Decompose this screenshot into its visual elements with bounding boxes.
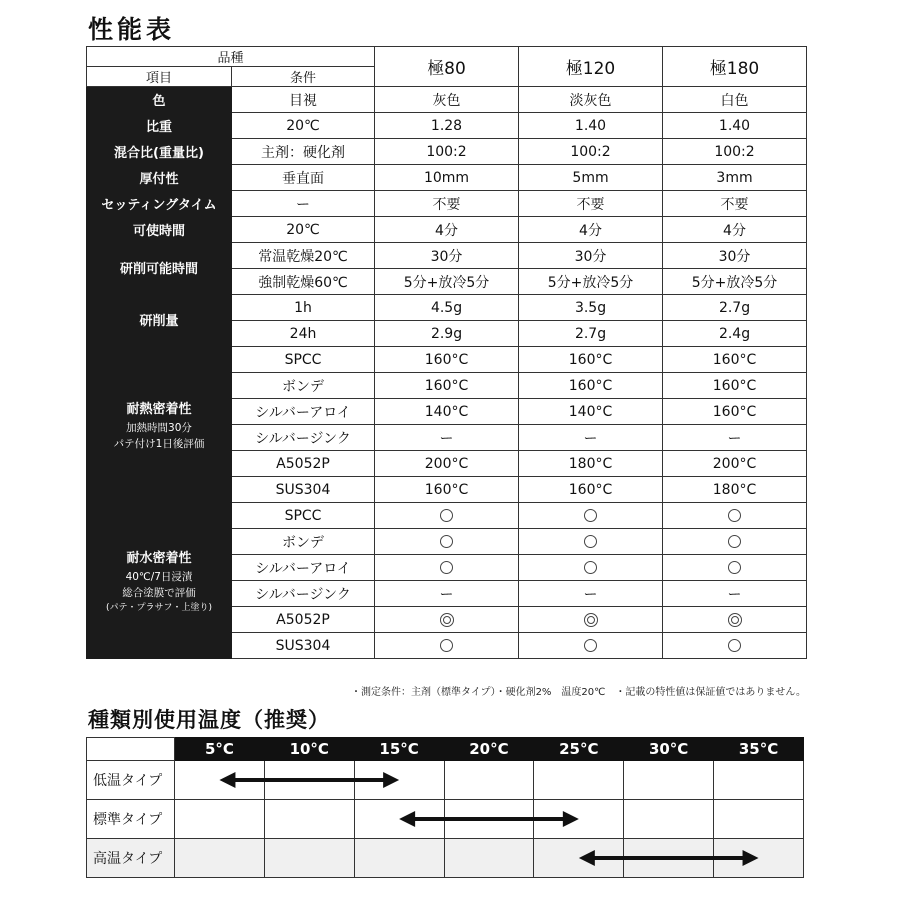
row-condition: ボンデ [232, 373, 375, 399]
group-title: 研削可能時間 [119, 261, 198, 277]
temp-header-cell: 5°C [175, 738, 265, 761]
row-value [519, 503, 663, 529]
header-hinshu: 品種 [87, 47, 375, 67]
row-value [375, 529, 519, 555]
row-value: 不要 [663, 191, 807, 217]
row-value: ー [519, 581, 663, 607]
row-condition: 20℃ [232, 113, 375, 139]
table-row [87, 139, 807, 165]
row-condition: ボンデ [232, 529, 375, 555]
temp-cell [714, 761, 804, 800]
row-value: 30分 [519, 243, 663, 269]
group-title: 耐水密着性 [126, 550, 192, 566]
temp-header-cell: 35°C [714, 738, 804, 761]
table-row [87, 217, 807, 243]
row-value: 不要 [375, 191, 519, 217]
row-item-label: 混合比(重量比) [87, 139, 232, 165]
row-value: ー [375, 581, 519, 607]
group-note: 総合塗膜で評価 [122, 586, 196, 599]
temp-cell [534, 761, 624, 800]
row-value [519, 529, 663, 555]
row-value [663, 633, 807, 659]
row-condition: A5052P [232, 607, 375, 633]
row-value: 不要 [519, 191, 663, 217]
row-value: 5分+放冷5分 [375, 269, 519, 295]
header-product-1: 極80 [375, 47, 519, 87]
row-value: 4.5g [375, 295, 519, 321]
row-value: 160°C [375, 347, 519, 373]
header-product-2: 極120 [519, 47, 663, 87]
row-item-label: 厚付性 [87, 165, 232, 191]
circle-mark-icon [728, 639, 741, 652]
row-value: 160°C [663, 373, 807, 399]
circle-mark-icon [440, 509, 453, 522]
row-value [519, 555, 663, 581]
row-value: 4分 [519, 217, 663, 243]
row-condition: SPCC [232, 347, 375, 373]
temp-row-label: 低温タイプ [87, 761, 175, 800]
row-value: 10mm [375, 165, 519, 191]
row-value: 180°C [519, 451, 663, 477]
double-circle-mark-icon [440, 613, 454, 627]
row-value: 3.5g [519, 295, 663, 321]
temp-cell [264, 839, 354, 878]
temp-cell [354, 839, 444, 878]
row-condition: SUS304 [232, 633, 375, 659]
temp-section-title: 種類別使用温度（推奨） [88, 708, 330, 732]
temp-cell [624, 839, 714, 878]
row-value: 2.7g [663, 295, 807, 321]
circle-mark-icon [584, 561, 597, 574]
row-value: ー [663, 581, 807, 607]
row-value: 160°C [519, 477, 663, 503]
row-condition: 目視 [232, 87, 375, 113]
circle-mark-icon [584, 509, 597, 522]
temp-cell [714, 800, 804, 839]
temp-cell [175, 839, 265, 878]
performance-table [86, 46, 807, 659]
temp-cell [175, 800, 265, 839]
double-circle-mark-icon [584, 613, 598, 627]
circle-mark-icon [584, 639, 597, 652]
row-value: 1.28 [375, 113, 519, 139]
row-value: 5分+放冷5分 [519, 269, 663, 295]
row-value: ー [663, 425, 807, 451]
row-value: 160°C [519, 373, 663, 399]
group-item-label [87, 295, 232, 347]
table-row [87, 347, 807, 373]
row-value: 180°C [663, 477, 807, 503]
circle-mark-icon [728, 561, 741, 574]
row-value: 200°C [663, 451, 807, 477]
row-condition: 主剤：硬化剤 [232, 139, 375, 165]
table-row [87, 113, 807, 139]
row-value: 淡灰色 [519, 87, 663, 113]
temp-row [87, 800, 804, 839]
row-item-label: 色 [87, 87, 232, 113]
group-note: 加熱時間30分 [126, 421, 192, 434]
group-title: 耐熱密着性 [126, 401, 192, 417]
group-note: 40℃/7日浸漬 [125, 570, 193, 583]
temp-row-label: 標準タイプ [87, 800, 175, 839]
row-value: 5分+放冷5分 [663, 269, 807, 295]
temp-cell [534, 839, 624, 878]
row-value: 100:2 [375, 139, 519, 165]
row-value: 160°C [375, 477, 519, 503]
temp-cell [264, 800, 354, 839]
row-condition: 強制乾燥60℃ [232, 269, 375, 295]
row-value: 3mm [663, 165, 807, 191]
row-condition: 1h [232, 295, 375, 321]
temp-row [87, 839, 804, 878]
page-title: 性能表 [88, 15, 176, 44]
group-item-label [87, 243, 232, 295]
row-value: 5mm [519, 165, 663, 191]
temp-cell [354, 761, 444, 800]
header-product-3: 極180 [663, 47, 807, 87]
group-item-label [87, 503, 232, 659]
table-row [87, 165, 807, 191]
temp-header-cell: 25°C [534, 738, 624, 761]
temp-cell [624, 761, 714, 800]
header-item: 項目 [87, 67, 232, 87]
row-value: 2.7g [519, 321, 663, 347]
temp-cell [444, 839, 534, 878]
row-condition: シルバーアロイ [232, 399, 375, 425]
table-row [87, 295, 807, 321]
temp-cell [624, 800, 714, 839]
header-condition: 条件 [232, 67, 375, 87]
temp-cell [264, 761, 354, 800]
row-value [375, 503, 519, 529]
row-value: 30分 [663, 243, 807, 269]
row-value: 140°C [519, 399, 663, 425]
circle-mark-icon [440, 535, 453, 548]
row-condition: 24h [232, 321, 375, 347]
row-value [375, 607, 519, 633]
temp-header-cell: 10°C [264, 738, 354, 761]
temperature-table [86, 737, 804, 878]
footnote: ・測定条件：主剤（標準タイプ）・硬化剤2% 温度20℃ ・記載の特性値は保証値ではありません。 [350, 687, 806, 698]
row-value: 2.9g [375, 321, 519, 347]
row-item-label: 比重 [87, 113, 232, 139]
temp-head-blank [87, 738, 175, 761]
temp-header-cell: 30°C [624, 738, 714, 761]
row-condition: SPCC [232, 503, 375, 529]
row-value [663, 555, 807, 581]
circle-mark-icon [728, 535, 741, 548]
group-title: 研削量 [139, 313, 179, 329]
double-circle-mark-icon [728, 613, 742, 627]
row-value [375, 633, 519, 659]
temp-row-label: 高温タイプ [87, 839, 175, 878]
row-value: 140°C [375, 399, 519, 425]
temp-header-cell: 15°C [354, 738, 444, 761]
group-item-label [87, 347, 232, 503]
row-value [519, 633, 663, 659]
row-value: ー [375, 425, 519, 451]
row-condition: ー [232, 191, 375, 217]
row-condition: A5052P [232, 451, 375, 477]
row-value: 160°C [375, 373, 519, 399]
temp-cell [534, 800, 624, 839]
row-value: 2.4g [663, 321, 807, 347]
row-condition: シルバージンク [232, 581, 375, 607]
table-row [87, 243, 807, 269]
temp-row [87, 761, 804, 800]
row-value: 4分 [663, 217, 807, 243]
circle-mark-icon [728, 509, 741, 522]
temp-cell [714, 839, 804, 878]
temp-cell [444, 800, 534, 839]
row-value [375, 555, 519, 581]
row-value [663, 607, 807, 633]
row-value: 4分 [375, 217, 519, 243]
row-value: 160°C [663, 399, 807, 425]
row-condition: シルバーアロイ [232, 555, 375, 581]
row-condition: シルバージンク [232, 425, 375, 451]
row-value: 100:2 [519, 139, 663, 165]
row-value [663, 503, 807, 529]
group-note: (パテ・プラサフ・上塗り) [105, 602, 213, 613]
temp-cell [175, 761, 265, 800]
table-row [87, 87, 807, 113]
row-value: 1.40 [663, 113, 807, 139]
temp-cell [354, 800, 444, 839]
group-note: パテ付け1日後評価 [113, 437, 205, 450]
row-condition: SUS304 [232, 477, 375, 503]
row-item-label: セッティングタイム [87, 191, 232, 217]
temp-cell [444, 761, 534, 800]
temp-header-cell: 20°C [444, 738, 534, 761]
row-value: 160°C [519, 347, 663, 373]
row-value: 白色 [663, 87, 807, 113]
row-value: 200°C [375, 451, 519, 477]
row-value [519, 607, 663, 633]
row-value: 灰色 [375, 87, 519, 113]
table-row [87, 191, 807, 217]
circle-mark-icon [440, 639, 453, 652]
row-condition: 常温乾燥20℃ [232, 243, 375, 269]
row-item-label: 可使時間 [87, 217, 232, 243]
row-value [663, 529, 807, 555]
row-value: 30分 [375, 243, 519, 269]
row-value: 1.40 [519, 113, 663, 139]
circle-mark-icon [584, 535, 597, 548]
circle-mark-icon [440, 561, 453, 574]
row-condition: 垂直面 [232, 165, 375, 191]
row-value: 160°C [663, 347, 807, 373]
row-value: ー [519, 425, 663, 451]
row-value: 100:2 [663, 139, 807, 165]
table-row [87, 503, 807, 529]
row-condition: 20℃ [232, 217, 375, 243]
